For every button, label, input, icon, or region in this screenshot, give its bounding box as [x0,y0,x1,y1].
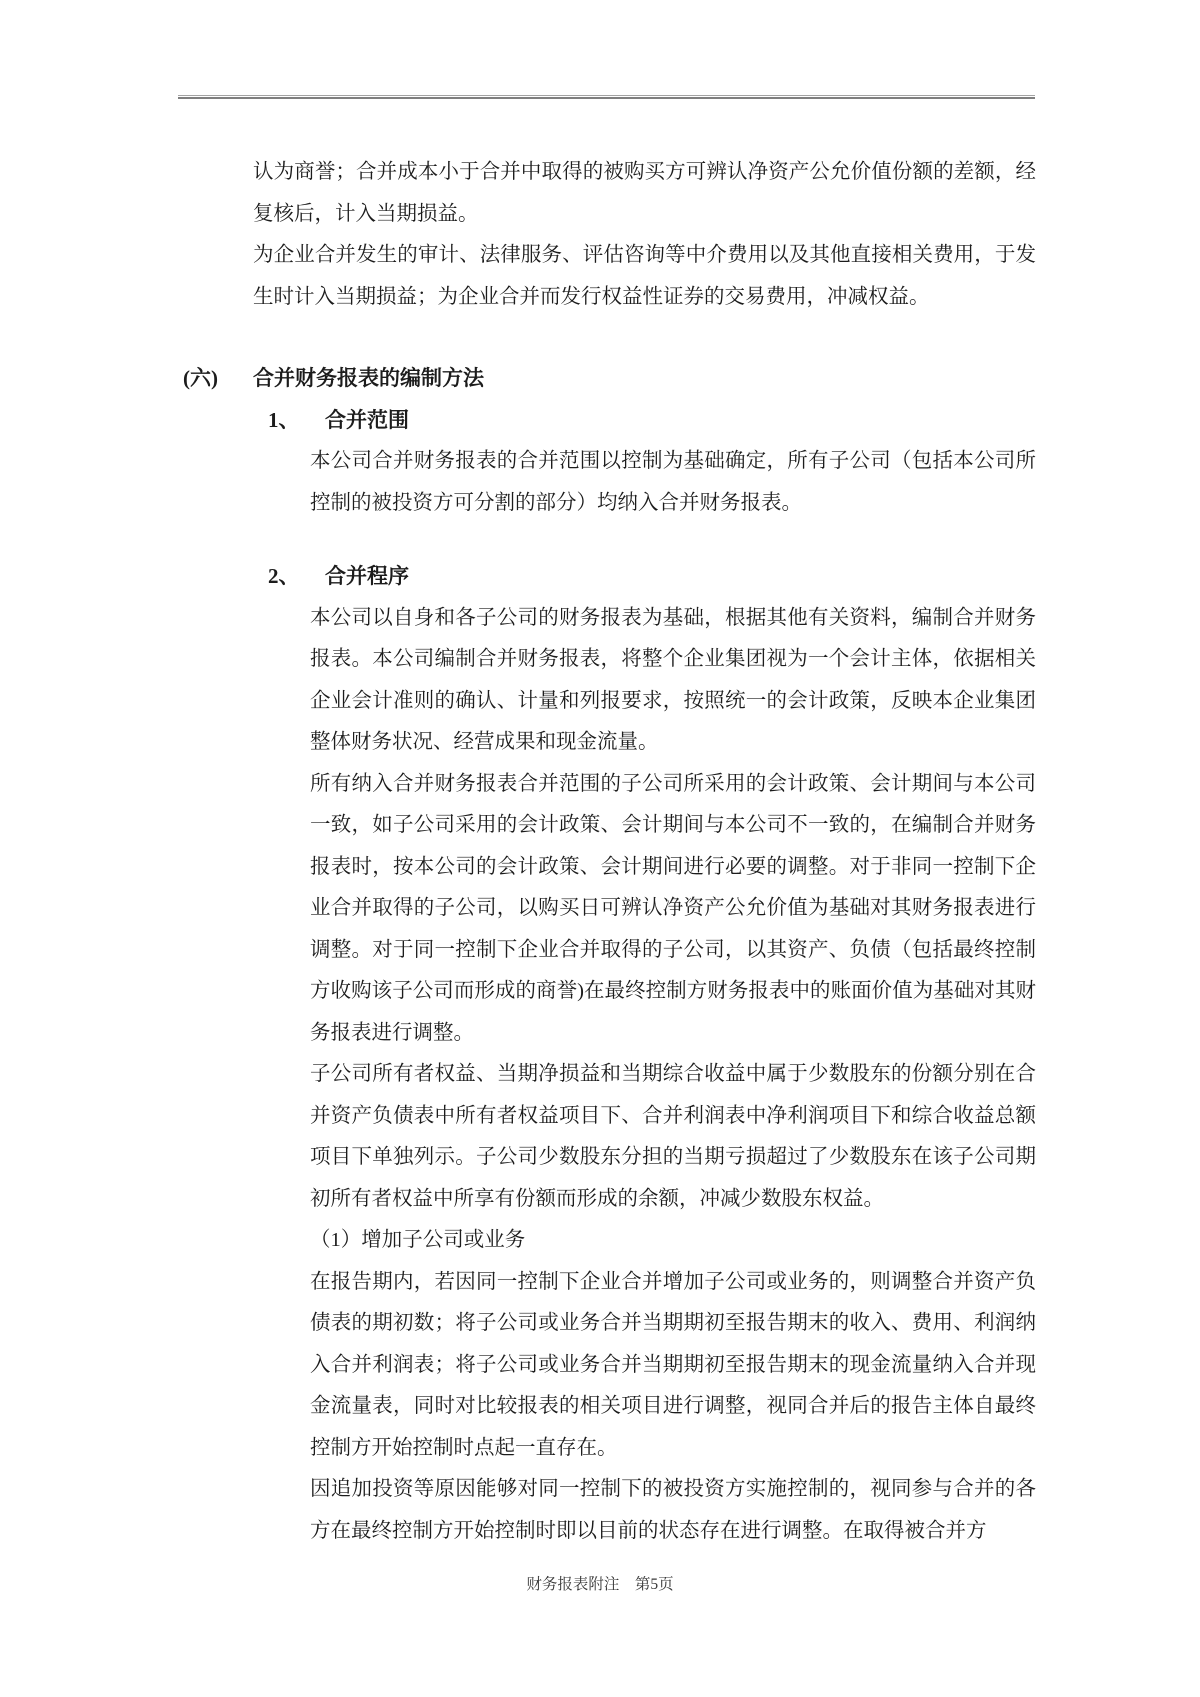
subsection-heading-procedure [268,556,1200,598]
body-paragraph: 在报告期内，若因同一控制下企业合并增加子公司或业务的，则调整合并资产负债表的期初数；将子公司或业务合并当期期初至报告期末的收入、费用、利润纳入合并利润表；将子公司或业务合并当期期初至报告期末的现金流量纳入合并现金流量表，同时对比较报表的相关项目进行调整，视同合并后的报告主体自最终控制方开始控制时点起一直存在。 [310,1270,1036,1459]
subsection-heading-scope [268,400,1200,442]
page-body [0,152,1200,1552]
body-paragraph: 子公司所有者权益、当期净损益和当期综合收益中属于少数股东的份额分别在合并资产负债表中所有者权益项目下、合并利润表中净利润项目下和综合收益总额项目下单独列示。子公司少数股东分担的当期亏损超过了少数股东在该子公司期初所有者权益中所享有份额而形成的余额，冲减少数股东权益。 [310,1063,1036,1210]
body-paragraph-list-item: （1）增加子公司或业务 [310,1229,526,1251]
subsection-title: 合并范围 [325,407,409,432]
intro-paragraph: 认为商誉；合并成本小于合并中取得的被购买方可辨认净资产公允价值份额的差额，经复核后，计入当期损益。 [253,161,1036,225]
subsection-title: 合并程序 [325,564,409,588]
header-divider-line [178,95,1035,99]
intro-paragraph: 为企业合并发生的审计、法律服务、评估咨询等中介费用以及其他直接相关费用，于发生时计入当期损益；为企业合并而发行权益性证券的交易费用，冲减权益。 [253,244,1036,308]
subsection-number: 2、 [268,564,300,588]
body-paragraph: 因追加投资等原因能够对同一控制下的被投资方实施控制的，视同参与合并的各方在最终控制方开始控制时即以目前的状态存在进行调整。在取得被合并方 [310,1478,1036,1542]
section-number: (六) [183,366,218,390]
body-paragraph: 本公司以自身和各子公司的财务报表为基础，根据其他有关资料，编制合并财务报表。本公司编制合并财务报表，将整个企业集团视为一个会计主体，依据相关企业会计准则的确认、计量和列报要求，按照统一的会计政策，反映本企业集团整体财务状况、经营成果和现金流量。 [310,606,1036,753]
subsection-number: 1、 [268,407,300,432]
section-heading [183,358,1200,400]
section-title: 合并财务报表的编制方法 [253,366,484,390]
page-footer: 财务报表附注 第5页 [526,1576,674,1593]
body-paragraph: 所有纳入合并财务报表合并范围的子公司所采用的会计政策、会计期间与本公司一致，如子公司采用的会计政策、会计期间与本公司不一致的，在编制合并财务报表时，按本公司的会计政策、会计期间进行必要的调整。对于非同一控制下企业合并取得的子公司，以购买日可辨认净资产公允价值为基础对其财务报表进行调整。对于同一控制下企业合并取得的子公司，以其资产、负债（包括最终控制方收购该子公司而形成的商誉)在最终控制方财务报表中的账面价值为基础对其财务报表进行调整。 [310,772,1036,1044]
body-paragraph: 本公司合并财务报表的合并范围以控制为基础确定，所有子公司（包括本公司所控制的被投资方可分割的部分）均纳入合并财务报表。 [310,450,1036,514]
